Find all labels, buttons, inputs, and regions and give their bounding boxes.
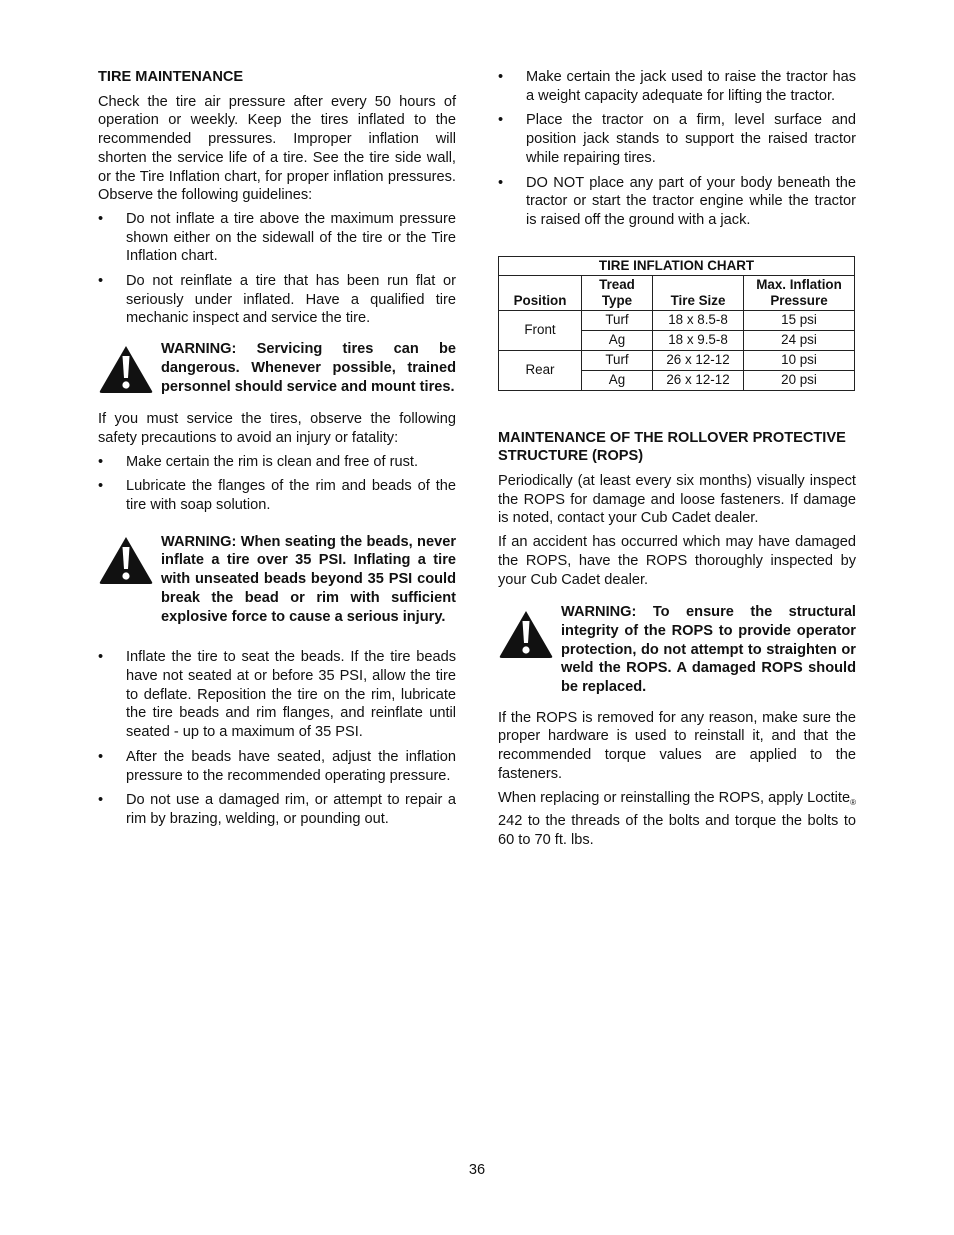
bullet: • — [98, 792, 104, 809]
warning-triangle-icon — [98, 535, 154, 585]
bullet: • — [498, 112, 504, 129]
pressure-cell: 10 psi — [744, 350, 855, 370]
bullet: • — [98, 273, 104, 290]
bullet: • — [98, 748, 104, 765]
column-header: Tire Size — [653, 275, 744, 310]
list-item: • Inflate the tire to seat the beads. If the tire beads have not seated at or before 35 PSI, allow the tire to deflate. Reposition the tire on the rim, lubricate the tire beads and rim flanges, and reinflate until seated - up to a maximum of 35 PSI. — [98, 649, 456, 741]
warning-text: WARNING: Servicing tires can be dangerous. Whenever possible, trained personnel should service and mount tires. — [161, 341, 456, 395]
list-item: • Do not use a damaged rim, or attempt to repair a rim by brazing, welding, or pounding out. — [98, 792, 456, 827]
rops-heading: MAINTENANCE OF THE ROLLOVER PROTECTIVE STRUCTURE (ROPS) — [498, 429, 846, 465]
size-cell: 26 x 12-12 — [653, 370, 744, 390]
left-column — [98, 68, 456, 835]
bullet: • — [98, 210, 104, 227]
warning-block-beads — [98, 533, 456, 627]
table-row — [499, 310, 855, 330]
table-row — [499, 350, 855, 370]
tread-cell: Turf — [582, 310, 653, 330]
tire-inflation-chart — [498, 256, 855, 391]
precautions-list — [98, 453, 456, 515]
size-cell: 26 x 12-12 — [653, 350, 744, 370]
tire-maintenance-intro: Check the tire air pressure after every 50 hours of operation or weekly. Keep the tires inflated to the recommended pressures. Improper inflation will shorten the service life of a tire. See the tire side wall, or the Tire Inflation chart, for proper inflation pressures. Observe the following guidelines: — [98, 93, 456, 204]
list-item: • Make certain the rim is clean and free of rust. — [98, 453, 419, 470]
list-item: • DO NOT place any part of your body beneath the tractor or start the tractor engine while the tractor is raised off the ground with a jack. — [498, 174, 856, 228]
list-item: • After the beads have seated, adjust the inflation pressure to the recommended operating pressure. — [98, 748, 456, 784]
jack-safety-list — [498, 68, 856, 230]
bullet: • — [498, 69, 504, 85]
list-item: • Place the tractor on a firm, level surface and position jack stands to support the raised tractor while repairing tires. — [498, 112, 856, 166]
column-header: Position — [499, 275, 582, 310]
size-cell: 18 x 9.5-8 — [653, 330, 744, 350]
tire-maintenance-heading: TIRE MAINTENANCE — [98, 69, 244, 85]
pressure-cell: 20 psi — [744, 370, 855, 390]
rops-paragraph: Periodically (at least every six months) visually inspect the ROPS for damage and loose fasteners. If damage is noted, contact your Cub Cadet dealer. — [498, 473, 856, 527]
rops-paragraph: If an accident has occurred which may have damaged the ROPS, have the ROPS thoroughly inspected by your Cub Cadet dealer. — [498, 534, 856, 588]
tread-cell: Ag — [582, 370, 653, 390]
column-header: Max. Inflation Pressure — [744, 275, 855, 310]
guidelines-list — [98, 210, 456, 328]
bullet: • — [98, 453, 104, 470]
tread-cell: Turf — [582, 350, 653, 370]
warning-text: WARNING: To ensure the structural integrity of the ROPS to provide operator protection, do not attempt to straighten or weld the ROPS. A damaged ROPS should be replaced. — [561, 604, 856, 696]
bullet: • — [98, 478, 104, 495]
right-column — [498, 68, 856, 855]
size-cell: 18 x 8.5-8 — [653, 310, 744, 330]
rops-paragraph: If the ROPS is removed for any reason, make sure the proper hardware is used to reinstall it, and that the recommended torque values are applied to the fasteners. — [498, 709, 856, 782]
list-item: • Make certain the jack used to raise the tractor has a weight capacity adequate for lifting the tractor. — [498, 69, 856, 104]
rops-paragraph-loctite: When replacing or reinstalling the ROPS, apply Loctite$_®$ 242 to the threads of the bolts and torque the bolts to 60 to 70 ft. lbs. — [498, 789, 856, 848]
warning-block-rops — [498, 603, 856, 697]
warning-triangle-icon — [498, 609, 554, 659]
warning-text: WARNING: When seating the beads, never inflate a tire over 35 PSI. Inflating a tire with unseated beads beyond 35 PSI could break the bead or rim with sufficient explosive force to cause a serious injury. — [161, 533, 456, 625]
list-item: • Do not inflate a tire above the maximum pressure shown either on the sidewall of the tire or the Tire Inflation chart. — [98, 210, 456, 265]
column-header: Tread Type — [582, 275, 653, 310]
position-cell: Rear — [499, 350, 582, 390]
bullet: • — [98, 649, 104, 666]
warning-triangle-icon — [98, 344, 154, 394]
bullet: • — [498, 174, 504, 191]
table-title: TIRE INFLATION CHART — [499, 256, 855, 275]
seating-list — [98, 648, 456, 828]
pressure-cell: 24 psi — [744, 330, 855, 350]
tread-cell: Ag — [582, 330, 653, 350]
list-item: • Lubricate the flanges of the rim and beads of the tire with soap solution. — [98, 478, 456, 514]
position-cell: Front — [499, 310, 582, 350]
registered-mark: ® — [850, 797, 856, 807]
pressure-cell: 15 psi — [744, 310, 855, 330]
warning-block-servicing — [98, 340, 456, 396]
precautions-text: If you must service the tires, observe the following safety precautions to avoid an injury or fatality: — [98, 411, 456, 446]
page-number: 36 — [468, 1162, 486, 1178]
list-item: • Do not reinflate a tire that has been run flat or seriously under inflated. Have a qualified tire mechanic inspect and service the tire. — [98, 273, 456, 327]
